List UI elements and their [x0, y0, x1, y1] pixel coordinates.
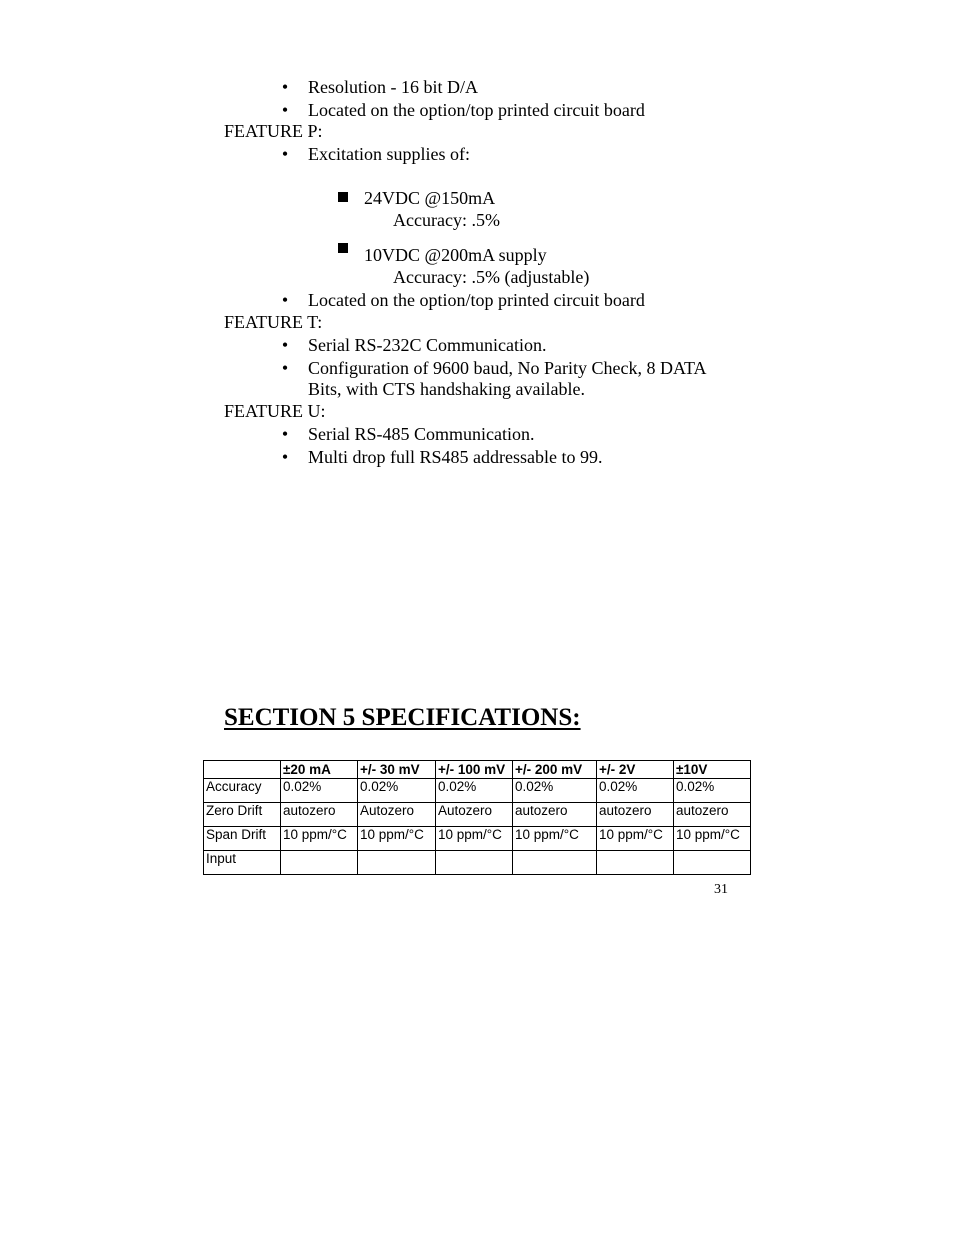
bullet-icon: •	[281, 144, 289, 164]
table-cell: Span Drift	[204, 827, 281, 851]
sub-list-item: 10VDC @200mA supply	[364, 245, 547, 265]
table-cell: 10 ppm/°C	[436, 827, 513, 851]
page-number: 31	[714, 882, 728, 897]
list-item-continuation: Bits, with CTS handshaking available.	[308, 379, 585, 399]
bullet-icon: •	[281, 358, 289, 378]
table-cell: Zero Drift	[204, 803, 281, 827]
table-cell: Autozero	[436, 803, 513, 827]
list-item: Serial RS-232C Communication.	[308, 335, 547, 355]
list-item: Multi drop full RS485 addressable to 99.	[308, 447, 603, 467]
list-item: Located on the option/top printed circuit board	[308, 100, 645, 120]
table-header-row	[204, 761, 751, 779]
table-cell: 10 ppm/°C	[513, 827, 597, 851]
table-header-cell	[204, 761, 281, 779]
table-cell: 10 ppm/°C	[281, 827, 358, 851]
list-item: Located on the option/top printed circuit board	[308, 290, 645, 310]
table-header-cell: +/- 30 mV	[358, 761, 436, 779]
table-cell: autozero	[513, 803, 597, 827]
table-cell: autozero	[674, 803, 751, 827]
table-row	[204, 851, 751, 875]
table-cell: autozero	[281, 803, 358, 827]
table-cell: autozero	[597, 803, 674, 827]
table-cell: Accuracy	[204, 779, 281, 803]
table-cell: 10 ppm/°C	[597, 827, 674, 851]
table-cell: 10 ppm/°C	[674, 827, 751, 851]
bullet-icon: •	[281, 100, 289, 120]
table-header-cell: +/- 2V	[597, 761, 674, 779]
table-cell: Autozero	[358, 803, 436, 827]
feature-t-heading: FEATURE T:	[224, 312, 323, 332]
table-cell	[513, 851, 597, 875]
bullet-icon: •	[281, 424, 289, 444]
square-bullet-icon	[338, 243, 348, 253]
sub-list-detail: Accuracy: .5% (adjustable)	[393, 267, 590, 287]
feature-p-heading: FEATURE P:	[224, 121, 323, 141]
table-row	[204, 779, 751, 803]
table-cell	[358, 851, 436, 875]
bullet-icon: •	[281, 335, 289, 355]
list-item: Configuration of 9600 baud, No Parity Check, 8 DATA	[308, 358, 707, 378]
table-row	[204, 803, 751, 827]
bullet-icon: •	[281, 290, 289, 310]
table-header-cell: ±10V	[674, 761, 751, 779]
table-header-cell: ±20 mA	[281, 761, 358, 779]
table-cell: 0.02%	[281, 779, 358, 803]
sub-list-detail: Accuracy: .5%	[393, 210, 500, 230]
bullet-icon: •	[281, 77, 289, 97]
table-header-cell: +/- 200 mV	[513, 761, 597, 779]
table-cell: 0.02%	[597, 779, 674, 803]
table-cell	[597, 851, 674, 875]
table-cell: 0.02%	[436, 779, 513, 803]
table-cell: 0.02%	[358, 779, 436, 803]
feature-u-heading: FEATURE U:	[224, 401, 326, 421]
table-row	[204, 827, 751, 851]
spec-table	[203, 760, 751, 875]
sub-list-item: 24VDC @150mA	[364, 188, 496, 208]
table-cell	[436, 851, 513, 875]
table-cell: 10 ppm/°C	[358, 827, 436, 851]
square-bullet-icon	[338, 192, 348, 202]
table-cell: 0.02%	[513, 779, 597, 803]
table-cell: 0.02%	[674, 779, 751, 803]
bullet-icon: •	[281, 447, 289, 467]
list-item: Excitation supplies of:	[308, 144, 470, 164]
section-title: SECTION 5 SPECIFICATIONS:	[224, 704, 581, 731]
list-item: Serial RS-485 Communication.	[308, 424, 535, 444]
list-item: Resolution - 16 bit D/A	[308, 77, 478, 97]
table-header-cell: +/- 100 mV	[436, 761, 513, 779]
table-cell: Input	[204, 851, 281, 875]
table-cell	[281, 851, 358, 875]
table-cell	[674, 851, 751, 875]
